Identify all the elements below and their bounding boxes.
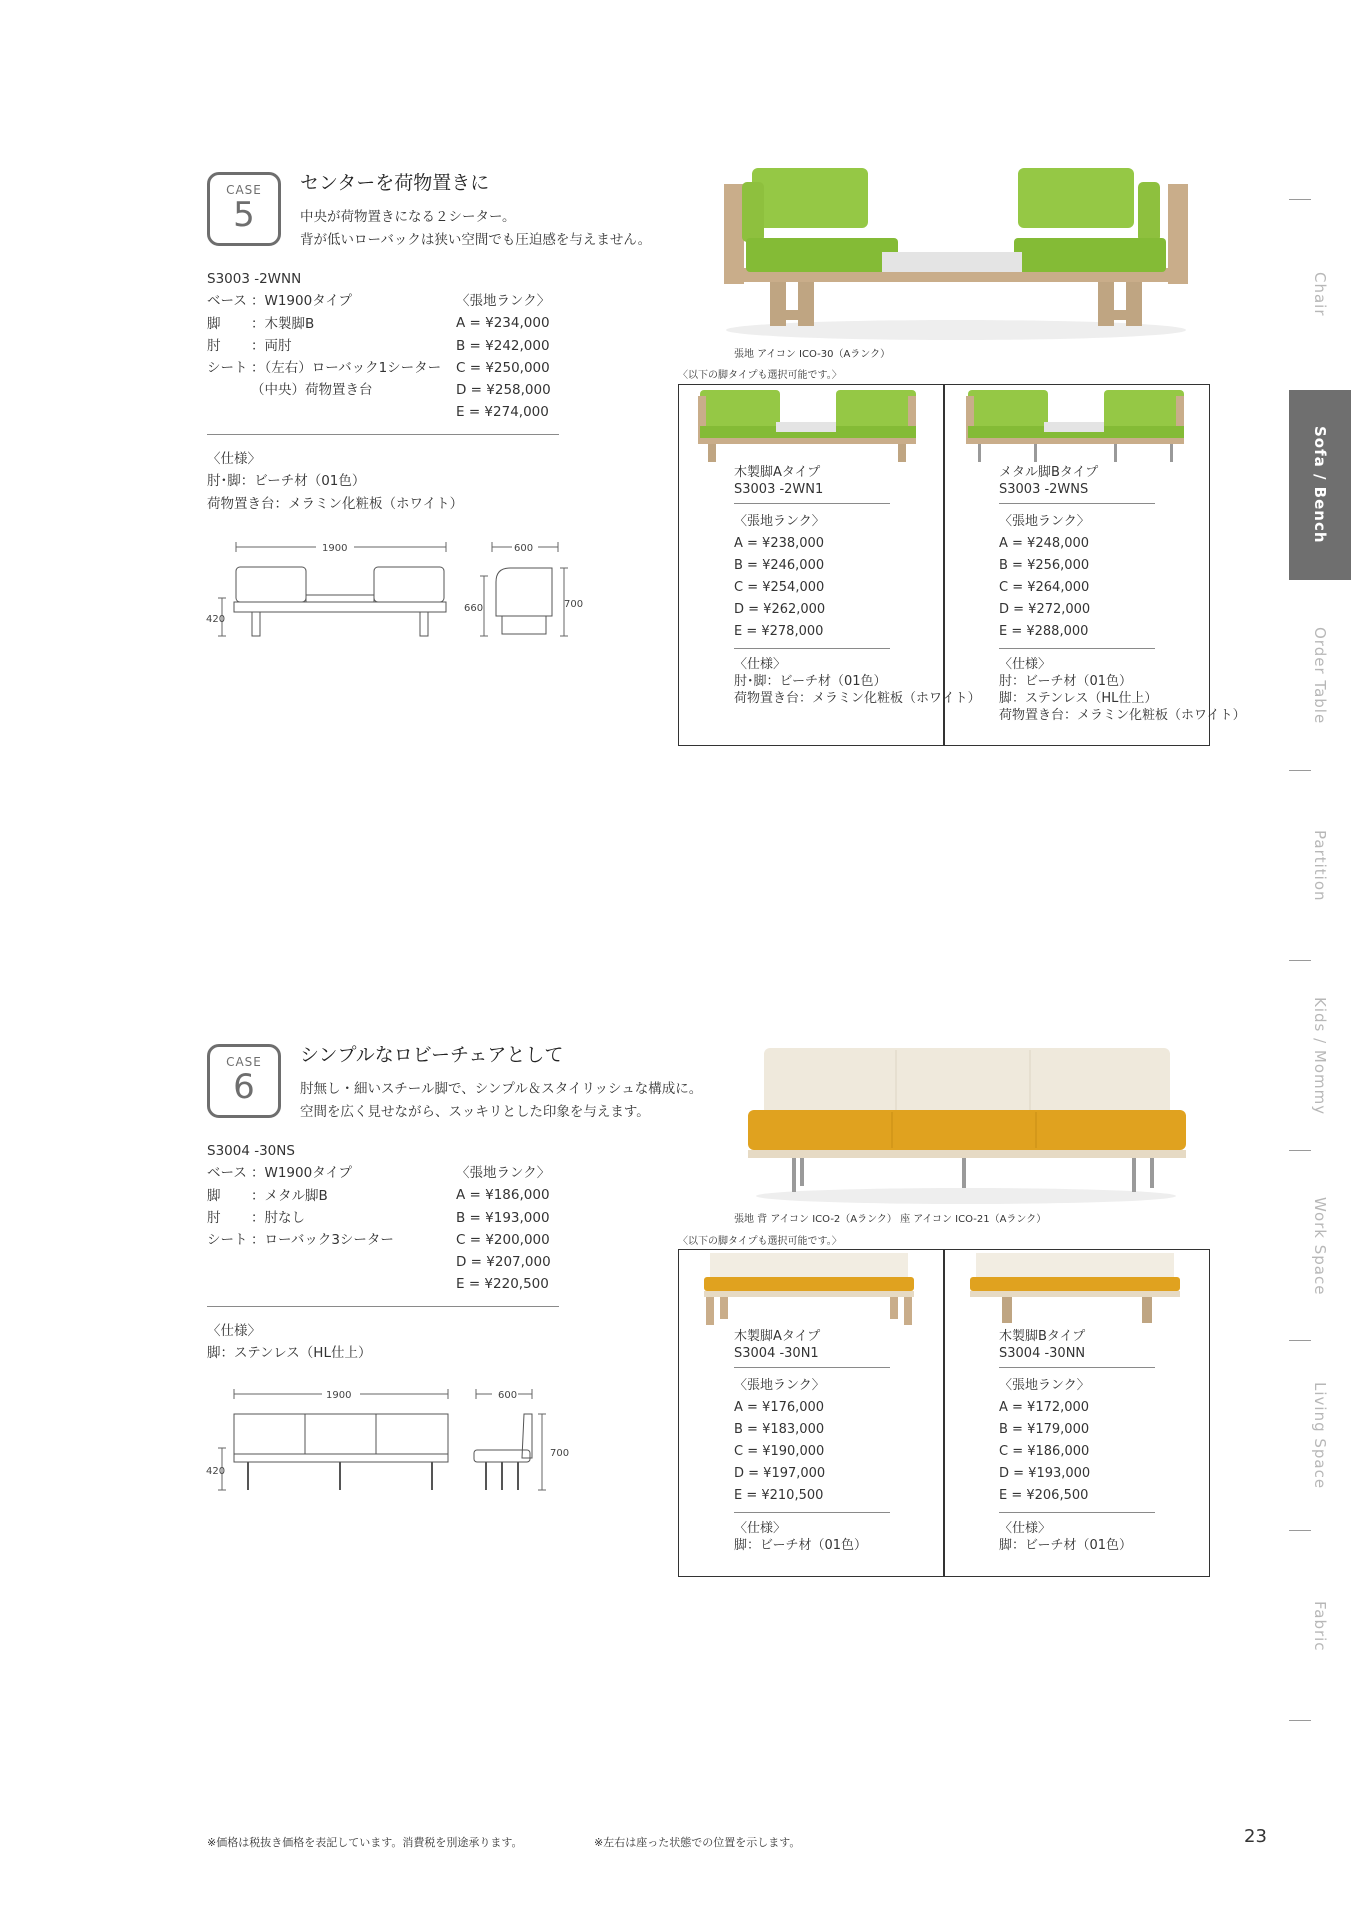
option-metal-b bbox=[999, 464, 1246, 724]
shiyou-line: 荷物置き台：メラミン化粧板（ホワイト） bbox=[734, 691, 981, 706]
spec-value: ：（左右）ローバック1シーター bbox=[251, 360, 442, 377]
rank-price: B = ¥193,000 bbox=[456, 1209, 550, 1226]
rank-price: B = ¥183,000 bbox=[734, 1422, 825, 1437]
sidebar-item-label: Order Table bbox=[1311, 627, 1329, 725]
option-photo-wood-b bbox=[966, 1251, 1184, 1331]
shiyou-line: 脚：ビーチ材（01色） bbox=[734, 1538, 868, 1553]
lead-line: 空間を広く見せながら、スッキリとした印象を与えます。 bbox=[300, 1104, 650, 1120]
shiyou-title: 〈仕様〉 bbox=[734, 657, 787, 672]
divider bbox=[734, 1367, 890, 1368]
rank-price: E = ¥278,000 bbox=[734, 624, 824, 639]
dim-width: 1900 bbox=[326, 1390, 352, 1401]
lead-line: 中央が荷物置きになる２シーター。 bbox=[300, 209, 516, 225]
spec-key: 肘 bbox=[207, 1209, 221, 1226]
sidebar-divider bbox=[1289, 1530, 1311, 1531]
shiyou-line: 荷物置き台：メラミン化粧板（ホワイト） bbox=[999, 708, 1246, 723]
shiyou-line: 脚：ステンレス（HL仕上） bbox=[999, 691, 1158, 706]
case6-lead bbox=[300, 1078, 702, 1124]
option-photo-metal-b bbox=[964, 386, 1186, 466]
spec-value: ：メタル脚B bbox=[251, 1187, 328, 1204]
shiyou-title: 〈仕様〉 bbox=[999, 1521, 1052, 1536]
sidebar-item-order-table[interactable] bbox=[1289, 586, 1351, 766]
case6-shiyou bbox=[207, 1320, 372, 1365]
divider bbox=[207, 434, 559, 435]
case5-photo-caption: 張地 アイコン ICO-30（Aランク） bbox=[734, 349, 891, 360]
case-badge bbox=[207, 1044, 281, 1118]
option-name: 木製脚Aタイプ bbox=[734, 465, 821, 480]
sidebar-divider bbox=[1289, 1340, 1311, 1341]
shiyou-title: 〈仕様〉 bbox=[207, 1323, 261, 1339]
shiyou-line: 肘･脚：ビーチ材（01色） bbox=[734, 674, 887, 689]
rank-price: E = ¥206,500 bbox=[999, 1488, 1089, 1503]
rank-price: C = ¥250,000 bbox=[456, 359, 550, 376]
sidebar-item-label: Living Space bbox=[1311, 1382, 1329, 1490]
case5-shiyou bbox=[207, 448, 463, 515]
spec-value: ：肘なし bbox=[251, 1209, 305, 1226]
rank-title: 〈張地ランク〉 bbox=[734, 514, 825, 529]
option-model: S3004 -30N1 bbox=[734, 1346, 819, 1361]
spec-value: ：W1900タイプ bbox=[251, 1165, 353, 1182]
case6-options-note: 〈以下の脚タイプも選択可能です。〉 bbox=[678, 1236, 842, 1247]
shiyou-title: 〈仕様〉 bbox=[999, 657, 1052, 672]
spec-value: ：木製脚B bbox=[251, 315, 315, 332]
rank-price: B = ¥242,000 bbox=[456, 337, 550, 354]
rank-price: C = ¥200,000 bbox=[456, 1231, 550, 1248]
shiyou-line: 肘･脚：ビーチ材（01色） bbox=[207, 473, 366, 490]
rank-price: B = ¥246,000 bbox=[734, 558, 825, 573]
case-label: CASE bbox=[226, 1055, 262, 1069]
rank-price: E = ¥220,500 bbox=[456, 1276, 549, 1293]
rank-price: D = ¥207,000 bbox=[456, 1254, 551, 1271]
case6-ranks bbox=[456, 1162, 551, 1296]
options-divider bbox=[943, 1249, 945, 1577]
sidebar-divider bbox=[1289, 770, 1311, 771]
spec-key: 肘 bbox=[207, 337, 221, 354]
sidebar-item-kids-mommy[interactable] bbox=[1289, 966, 1351, 1146]
option-name: 木製脚Bタイプ bbox=[999, 1329, 1086, 1344]
spec-key: シート bbox=[207, 360, 248, 377]
dim-height: 700 bbox=[564, 599, 584, 610]
case-label: CASE bbox=[226, 183, 262, 197]
spec-value: （中央）荷物置き台 bbox=[251, 382, 373, 399]
divider bbox=[999, 648, 1155, 649]
case6-dimension-drawing bbox=[206, 1384, 576, 1504]
spec-value: ：両肘 bbox=[251, 337, 292, 354]
rank-price: A = ¥172,000 bbox=[999, 1400, 1090, 1415]
sidebar-item-label: Chair bbox=[1311, 271, 1329, 317]
spec-key bbox=[207, 379, 251, 401]
footer-note-position: ※左右は座った状態での位置を示します。 bbox=[594, 1836, 801, 1849]
rank-title: 〈張地ランク〉 bbox=[456, 293, 551, 309]
rank-price: B = ¥256,000 bbox=[999, 558, 1090, 573]
rank-price: D = ¥258,000 bbox=[456, 382, 551, 399]
spec-key: ベース bbox=[207, 1165, 247, 1182]
dim-seat-height: 420 bbox=[206, 614, 226, 625]
model-number: S3004 -30NS bbox=[207, 1143, 295, 1159]
option-wood-a bbox=[734, 464, 981, 707]
case5-dimension-drawing bbox=[206, 532, 584, 652]
sidebar-item-living-space[interactable] bbox=[1289, 1346, 1351, 1526]
option-model: S3004 -30NN bbox=[999, 1346, 1086, 1361]
sidebar-item-chair[interactable] bbox=[1289, 204, 1351, 384]
case5-spec bbox=[207, 268, 441, 402]
dim-arm-height: 660 bbox=[464, 603, 484, 614]
case5-product-photo bbox=[718, 160, 1194, 344]
divider bbox=[734, 1512, 890, 1513]
case5-options-note: 〈以下の脚タイプも選択可能です。〉 bbox=[678, 370, 842, 381]
spec-key: 脚 bbox=[207, 1187, 221, 1204]
case5-ranks bbox=[456, 290, 551, 424]
shiyou-line: 脚：ビーチ材（01色） bbox=[999, 1538, 1133, 1553]
sidebar-item-partition[interactable] bbox=[1289, 776, 1351, 956]
option-wood-b bbox=[999, 1328, 1155, 1554]
rank-price: C = ¥264,000 bbox=[999, 580, 1090, 595]
shiyou-title: 〈仕様〉 bbox=[734, 1521, 787, 1536]
dim-width: 1900 bbox=[322, 543, 348, 554]
sidebar-item-label: Sofa / Bench bbox=[1311, 426, 1329, 544]
shiyou-title: 〈仕様〉 bbox=[207, 451, 261, 467]
case6-spec bbox=[207, 1140, 394, 1251]
rank-price: A = ¥238,000 bbox=[734, 536, 825, 551]
dim-depth: 600 bbox=[514, 543, 534, 554]
divider bbox=[999, 503, 1155, 504]
dim-depth: 600 bbox=[498, 1390, 518, 1401]
rank-title: 〈張地ランク〉 bbox=[999, 1378, 1090, 1393]
lead-line: 肘無し・細いスチール脚で、シンプル＆スタイリッシュな構成に。 bbox=[300, 1081, 703, 1097]
case6-photo-caption: 張地 背 アイコン ICO-2（Aランク） 座 アイコン ICO-21（Aランク） bbox=[734, 1214, 1047, 1225]
sidebar-item-sofa-bench[interactable] bbox=[1289, 390, 1351, 580]
rank-title: 〈張地ランク〉 bbox=[734, 1378, 825, 1393]
case5-lead bbox=[300, 206, 651, 252]
spec-value: ：ローバック3シーター bbox=[251, 1232, 394, 1249]
dim-height: 700 bbox=[550, 1448, 570, 1459]
option-photo-wood-a bbox=[700, 1251, 918, 1331]
page-number: 23 bbox=[1244, 1826, 1267, 1847]
sidebar-item-fabric[interactable] bbox=[1289, 1536, 1351, 1716]
case6-title: シンプルなロビーチェアとして bbox=[300, 1044, 564, 1066]
rank-price: A = ¥176,000 bbox=[734, 1400, 825, 1415]
case-number: 6 bbox=[233, 1067, 255, 1107]
shiyou-line: 荷物置き台：メラミン化粧板（ホワイト） bbox=[207, 495, 464, 512]
rank-title: 〈張地ランク〉 bbox=[999, 514, 1090, 529]
rank-price: A = ¥248,000 bbox=[999, 536, 1090, 551]
rank-price: A = ¥186,000 bbox=[456, 1187, 550, 1204]
case6-product-photo bbox=[740, 1040, 1194, 1204]
divider bbox=[999, 1367, 1155, 1368]
rank-price: A = ¥234,000 bbox=[456, 315, 550, 332]
rank-price: E = ¥210,500 bbox=[734, 1488, 824, 1503]
option-name: メタル脚Bタイプ bbox=[999, 465, 1099, 480]
option-name: 木製脚Aタイプ bbox=[734, 1329, 821, 1344]
rank-price: C = ¥190,000 bbox=[734, 1444, 825, 1459]
sidebar-divider bbox=[1289, 199, 1311, 200]
sidebar-item-label: Work Space bbox=[1311, 1196, 1329, 1296]
rank-price: D = ¥193,000 bbox=[999, 1466, 1091, 1481]
divider bbox=[207, 1306, 559, 1307]
spec-key: シート bbox=[207, 1232, 248, 1249]
spec-key: ベース bbox=[207, 293, 247, 310]
sidebar-item-label: Partition bbox=[1311, 830, 1329, 902]
sidebar-divider bbox=[1289, 1150, 1311, 1151]
sidebar-item-work-space[interactable] bbox=[1289, 1156, 1351, 1336]
rank-title: 〈張地ランク〉 bbox=[456, 1165, 551, 1181]
rank-price: E = ¥274,000 bbox=[456, 404, 549, 421]
footer-note-tax: ※価格は税抜き価格を表記しています。消費税を別途承ります。 bbox=[207, 1836, 523, 1849]
rank-price: C = ¥186,000 bbox=[999, 1444, 1090, 1459]
option-wood-a bbox=[734, 1328, 890, 1554]
shiyou-line: 脚：ステンレス（HL仕上） bbox=[207, 1345, 372, 1362]
sidebar-item-label: Fabric bbox=[1311, 1600, 1329, 1652]
dim-seat-height: 420 bbox=[206, 1466, 226, 1477]
option-photo-wood-a bbox=[696, 386, 918, 466]
option-model: S3003 -2WNS bbox=[999, 482, 1089, 497]
rank-price: D = ¥197,000 bbox=[734, 1466, 826, 1481]
case-badge bbox=[207, 172, 281, 246]
shiyou-line: 肘：ビーチ材（01色） bbox=[999, 674, 1133, 689]
rank-price: C = ¥254,000 bbox=[734, 580, 825, 595]
rank-price: D = ¥262,000 bbox=[734, 602, 826, 617]
spec-key: 脚 bbox=[207, 315, 221, 332]
divider bbox=[734, 503, 890, 504]
sidebar-divider bbox=[1289, 1720, 1311, 1721]
divider bbox=[999, 1512, 1155, 1513]
sidebar-item-label: Kids / Mommy bbox=[1311, 996, 1329, 1116]
lead-line: 背が低いローバックは狭い空間でも圧迫感を与えません。 bbox=[300, 232, 652, 248]
rank-price: E = ¥288,000 bbox=[999, 624, 1089, 639]
case5-title: センターを荷物置きに bbox=[300, 172, 490, 194]
rank-price: D = ¥272,000 bbox=[999, 602, 1091, 617]
rank-price: B = ¥179,000 bbox=[999, 1422, 1090, 1437]
divider bbox=[734, 648, 890, 649]
option-model: S3003 -2WN1 bbox=[734, 482, 824, 497]
model-number: S3003 -2WNN bbox=[207, 271, 302, 287]
sidebar-divider bbox=[1289, 960, 1311, 961]
case-number: 5 bbox=[233, 195, 255, 235]
spec-value: ：W1900タイプ bbox=[251, 293, 353, 310]
